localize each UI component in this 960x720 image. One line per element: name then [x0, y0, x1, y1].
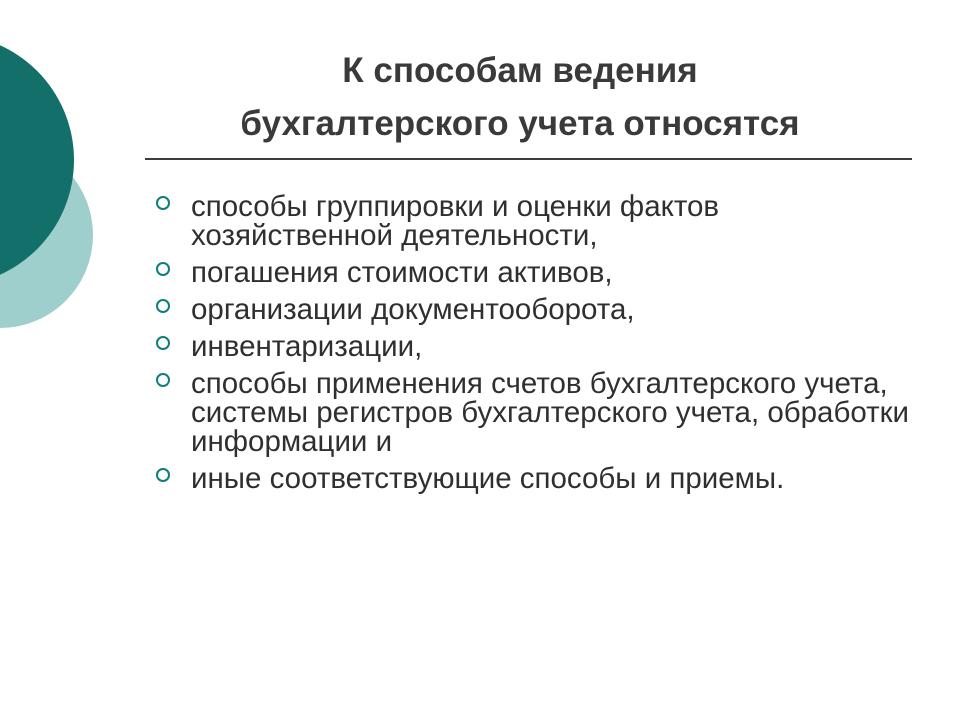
circle-bullet-icon: [156, 299, 170, 313]
title-divider: [145, 158, 912, 160]
circle-bullet-icon: [156, 196, 170, 210]
decorative-circles: [0, 0, 140, 400]
bullet-text: способы применения счетов бухгалтерского учета, системы регистров бухгалтерского учета, обработки информации и: [191, 367, 910, 458]
bullet-item: [154, 258, 914, 287]
bullet-item: [154, 192, 914, 250]
circle-bullet-icon: [156, 468, 170, 482]
bullet-list: [154, 192, 914, 501]
bullet-text: иные соответствующие способы и приемы.: [191, 462, 785, 495]
bullet-item: [154, 464, 914, 493]
bullet-item: [154, 332, 914, 361]
circle-bullet-icon: [156, 262, 170, 276]
title-line-1: К способам ведения: [342, 51, 698, 90]
bullet-text: погашения стоимости активов,: [191, 256, 613, 289]
bullet-item: [154, 369, 914, 456]
circle-bullet-icon: [156, 336, 170, 350]
bullet-item: [154, 295, 914, 324]
title-line-2: бухгалтерского учета относятся: [240, 104, 800, 143]
bullet-text: инвентаризации,: [191, 330, 423, 363]
bullet-text: организации документооборота,: [191, 293, 635, 326]
slide-title: [140, 44, 900, 150]
bullet-text: способы группировки и оценки фактов хозяйственной деятельности,: [191, 190, 720, 252]
circle-bullet-icon: [156, 373, 170, 387]
